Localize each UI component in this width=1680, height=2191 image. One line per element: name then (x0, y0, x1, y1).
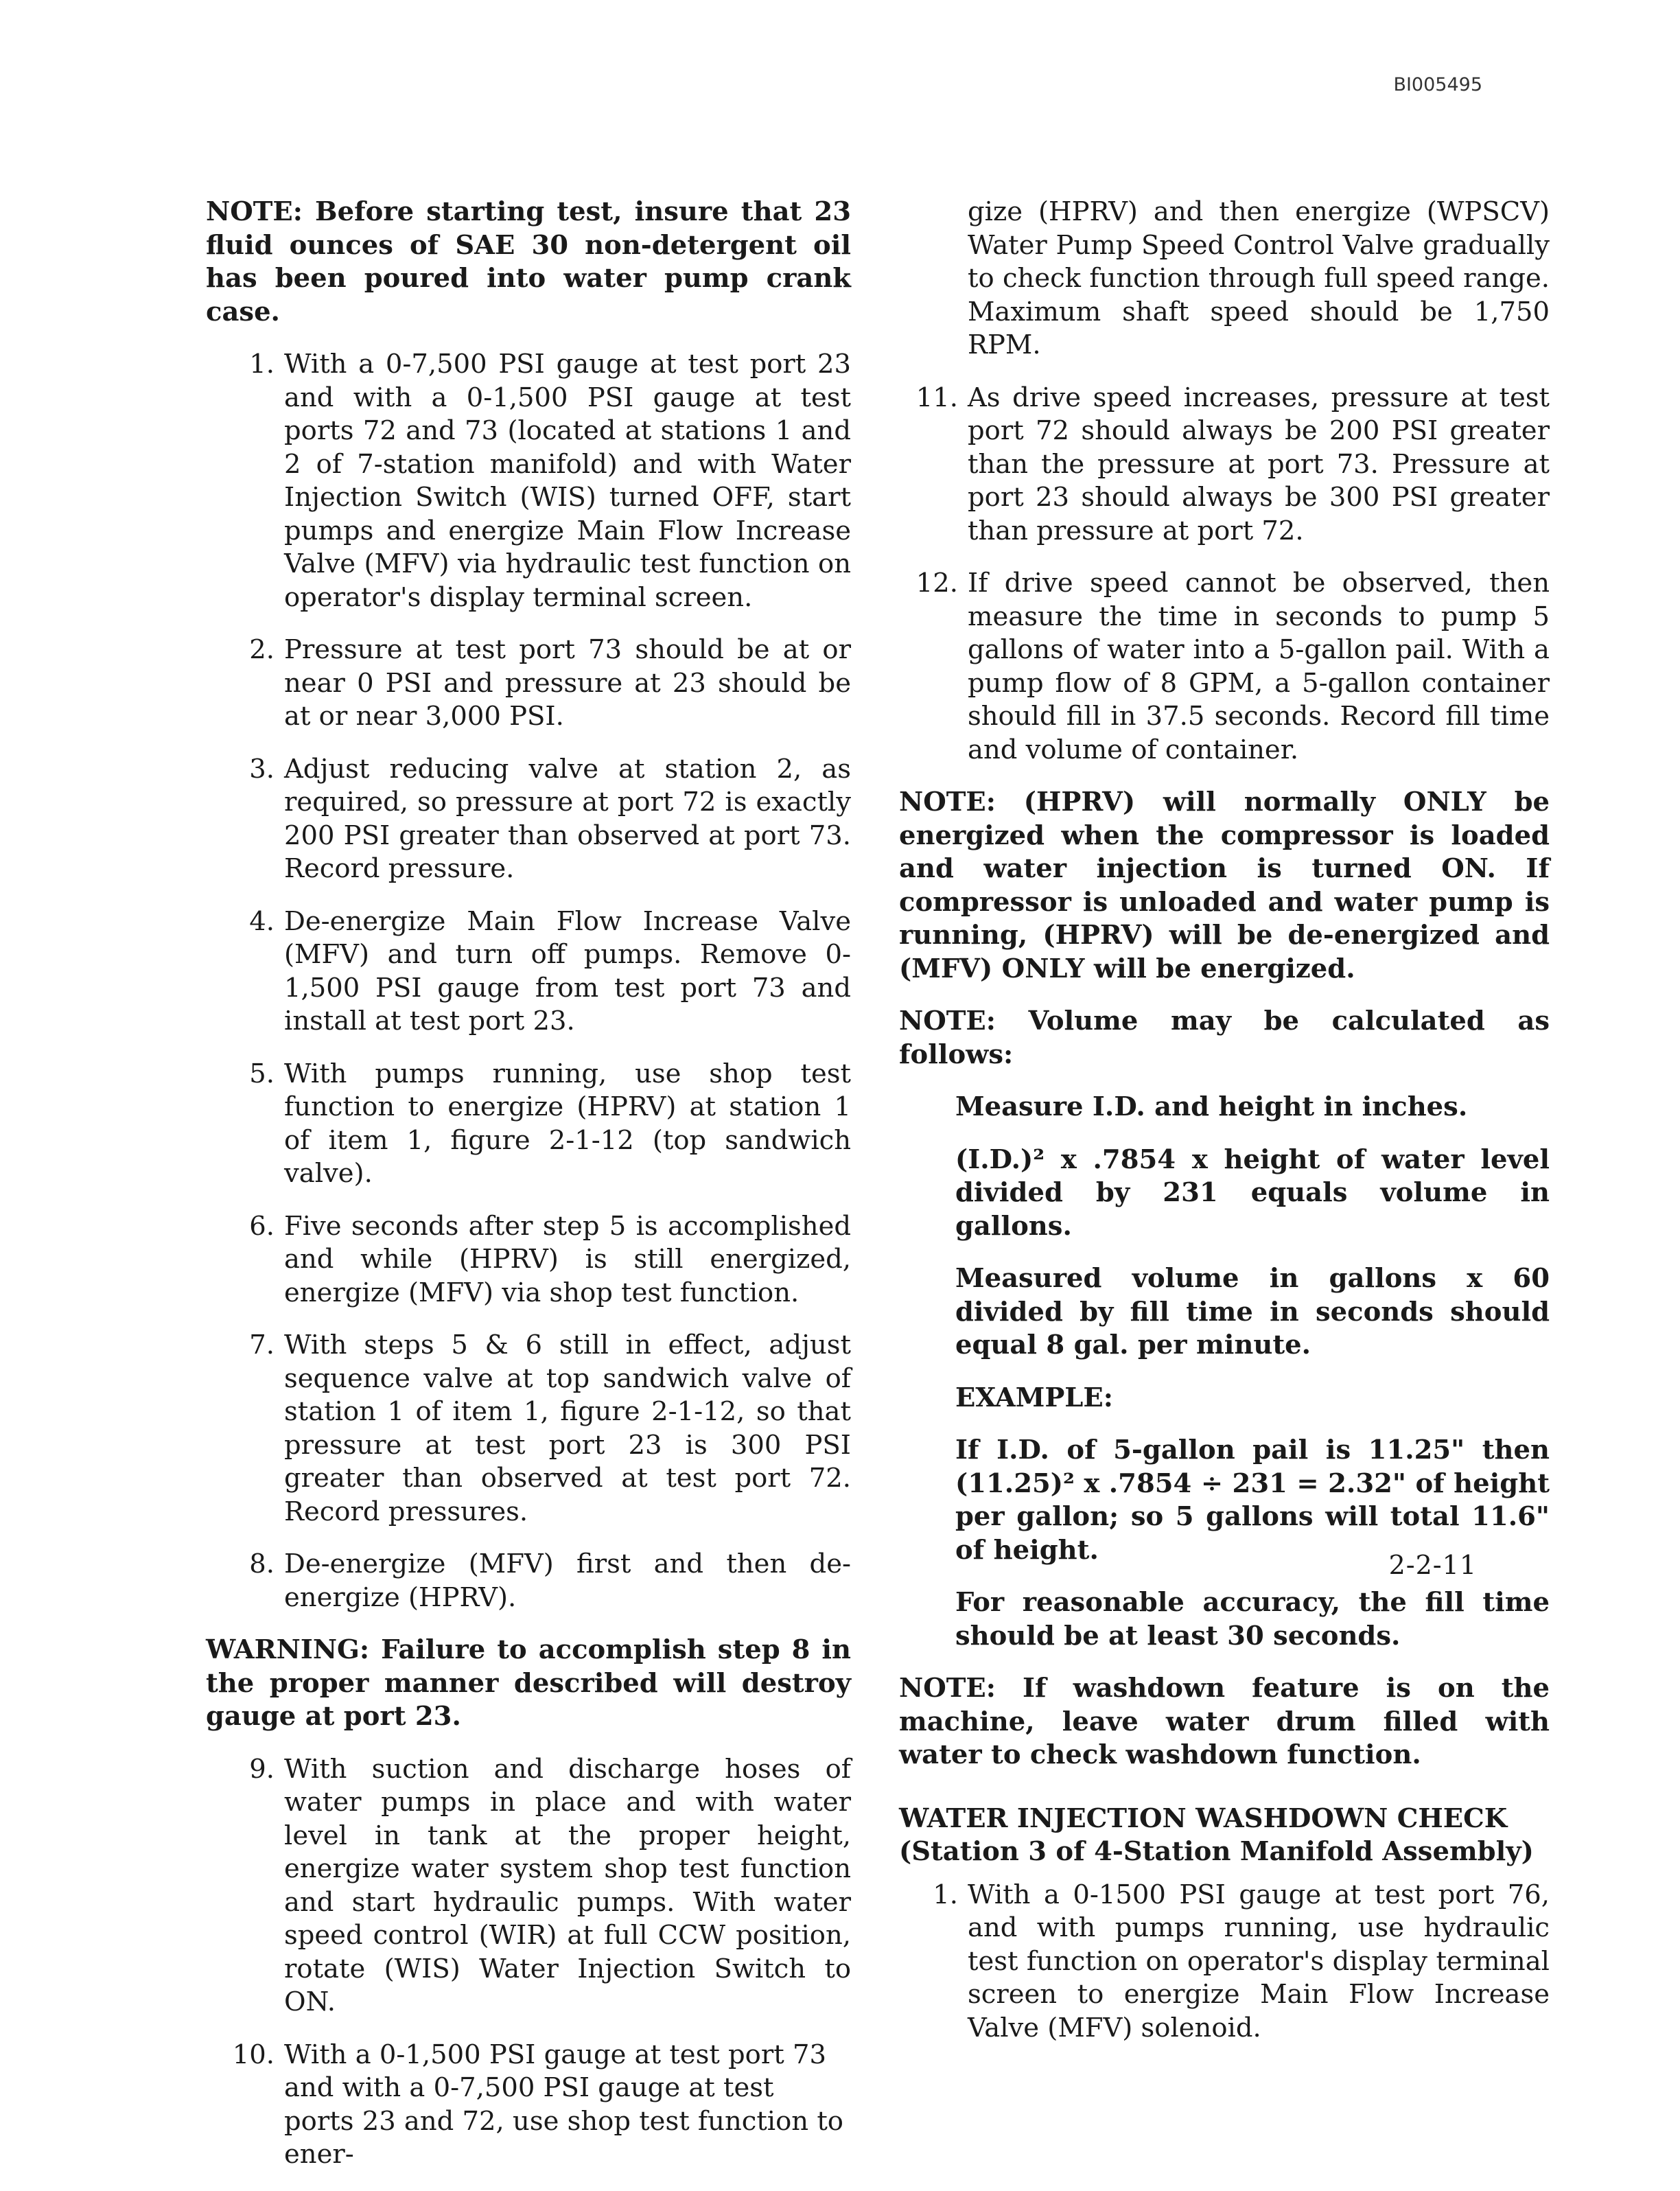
calc-example: If I.D. of 5-gallon pail is 11.25" then (11.25)² x .7854 ÷ 231 = 2.32" of height per gallon; so 5 gallons will total 11.6" of height. (955, 1435, 1550, 1566)
step-number: 11. (915, 382, 958, 413)
step-text: If drive speed cannot be observed, then measure the time in seconds to pump 5 gallons of water into a 5-gallon pail. With a pump flow of 8 GPM, a 5-gallon container should fill in 37.5 seconds. Record fill time and volume of container. (968, 568, 1550, 765)
step-text: Pressure at test port 73 should be at or near 0 PSI and pressure at 23 should be at or near 3,000 PSI. (284, 634, 851, 732)
step-text: As drive speed increases, pressure at test port 72 should always be 200 PSI greater than the pressure at port 73. Pressure at port 23 should always be 300 PSI greater than pressure at port 72. (968, 382, 1550, 546)
step-number: 1. (933, 1879, 958, 1910)
step-number: 10. (232, 2039, 275, 2070)
calc-measured: Measured volume in gallons x 60 divided by fill time in seconds should equal 8 gal. per minute. (955, 1263, 1550, 1360)
step-text: With pumps running, use shop test function to energize (HPRV) at station 1 of item 1, figure 2-1-12 (top sandwich valve). (284, 1058, 851, 1189)
list-item (899, 567, 1550, 767)
step-number: 7. (249, 1330, 275, 1360)
list-item (206, 1210, 851, 1310)
step-number: 12. (915, 568, 958, 599)
step-text: De-energize (MFV) first and then de-energize (HPRV). (284, 1549, 851, 1613)
steps-list-b (206, 1753, 851, 2172)
step-10-continuation: gize (HPRV) and then energize (WPSCV) Water Pump Speed Control Valve gradually to check function through full speed range. Maximum shaft speed should be 1,750 RPM. (968, 196, 1550, 360)
step-text: With a 0-7,500 PSI gauge at test port 23 and with a 0-1,500 PSI gauge at test ports 72 and 73 (located at stations 1 and 2 of 7-station manifold) and with Water Injection Switch (WIS) turned OFF, start pumps and energize Main Flow Increase Valve (MFV) via hydraulic test function on operator's display terminal screen. (284, 349, 851, 613)
step-text: With a 0-1,500 PSI gauge at test port 73 and with a 0-7,500 PSI gauge at test ports 23 and 72, use shop test function to ener- (284, 2039, 843, 2170)
steps-list-a (206, 348, 851, 1614)
step-number: 8. (249, 1549, 275, 1579)
step-number: 4. (249, 905, 275, 937)
step-text: Five seconds after step 5 is accomplished and while (HPRV) is still energized, energize (MFV) via shop test function. (284, 1210, 851, 1308)
step-number: 3. (249, 753, 275, 785)
note-hprv: NOTE: (HPRV) will normally ONLY be energized when the compressor is loaded and water injection is turned ON. If compressor is unloaded and water pump is running, (HPRV) will be de-energized and (MFV) ONLY will be energized. (899, 787, 1550, 984)
washdown-steps (899, 1879, 1550, 2045)
list-item (206, 905, 851, 1039)
right-column (899, 196, 1550, 2064)
list-item (206, 1753, 851, 2019)
left-column (206, 196, 851, 2191)
step-number: 9. (249, 1753, 275, 1785)
step-number: 2. (249, 634, 275, 665)
step-text: Adjust reducing valve at station 2, as required, so pressure at port 72 is exactly 200 PSI greater than observed at port 73. Record pressure. (284, 753, 851, 884)
list-item (206, 2039, 851, 2172)
list-item (206, 753, 851, 886)
section-subtitle: (Station 3 of 4-Station Manifold Assembly) (899, 1836, 1534, 1867)
page-number: 2-2-11 (1388, 1550, 1477, 1580)
list-item (899, 382, 1550, 548)
list-item (206, 348, 851, 614)
list-item (206, 1329, 851, 1529)
list-item (206, 1548, 851, 1614)
step-text: With steps 5 & 6 still in effect, adjust sequence valve at top sandwich valve of station 1 of item 1, figure 2-1-12, so that pressure at test port 23 is 300 PSI greater than observed at test port 72. Record pressures. (284, 1330, 851, 1527)
list-item (206, 634, 851, 734)
note-washdown: NOTE: If washdown feature is on the machine, leave water drum filled with water to check washdown function. (899, 1673, 1550, 1770)
step-number: 6. (249, 1210, 275, 1242)
warning-note: WARNING: Failure to accomplish step 8 in the proper manner described will destroy gauge at port 23. (206, 1634, 851, 1732)
step-text: With suction and discharge hoses of water pumps in place and with water level in tank at the proper height, energize water system shop test function and start hydraulic pumps. With water speed control (WIR) at full CCW position, rotate (WIS) Water Injection Switch to ON. (284, 1753, 851, 2017)
section-heading (899, 1802, 1550, 1869)
step-number: 1. (249, 349, 275, 380)
note-oil: NOTE: Before starting test, insure that 23 fluid ounces of SAE 30 non-detergent oil has been poured into water pump crank case. (206, 196, 851, 327)
list-item (899, 1879, 1550, 2045)
calc-formula: (I.D.)² x .7854 x height of water level divided by 231 equals volume in gallons. (955, 1144, 1550, 1242)
section-title: WATER INJECTION WASHDOWN CHECK (899, 1802, 1508, 1834)
calc-accuracy: For reasonable accuracy, the fill time should be at least 30 seconds. (955, 1587, 1550, 1651)
steps-list-c (899, 382, 1550, 767)
document-id: BI005495 (1393, 74, 1482, 95)
note-volume: NOTE: Volume may be calculated as follows: (899, 1006, 1550, 1070)
list-item (206, 1058, 851, 1191)
calc-example-label: EXAMPLE: (955, 1382, 1113, 1413)
calc-measure: Measure I.D. and height in inches. (955, 1091, 1468, 1122)
step-number: 5. (249, 1058, 275, 1089)
step-text: De-energize Main Flow Increase Valve (MFV) and turn off pumps. Remove 0-1,500 PSI gauge from test port 73 and install at test port 23. (284, 905, 851, 1036)
step-text: With a 0-1500 PSI gauge at test port 76, and with pumps running, use hydraulic test function on operator's display terminal screen to energize Main Flow Increase Valve (MFV) solenoid. (968, 1879, 1550, 2043)
